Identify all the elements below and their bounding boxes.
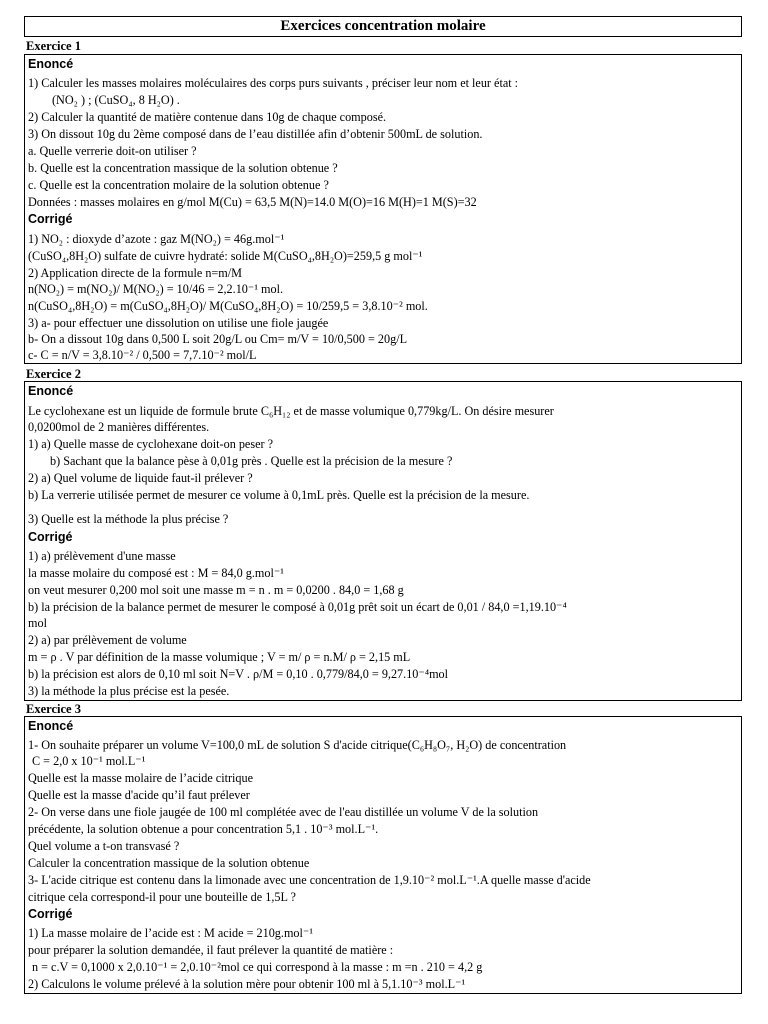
ex1-qc: c. Quelle est la concentration molaire de la solution obtenue ? bbox=[28, 178, 329, 192]
ex3-enonce-heading: Enoncé bbox=[28, 719, 74, 733]
ex2-c1-mass: on veut mesurer 0,200 mol soit une masse m = n . m = 0,0200 . 84,0 = 1,68 g bbox=[28, 583, 404, 597]
ex1-qa: a. Quelle verrerie doit-on utiliser ? bbox=[28, 144, 197, 158]
ex2-c1: 1) a) prélèvement d'une masse bbox=[28, 549, 176, 563]
ex3-corrige-heading: Corrigé bbox=[28, 907, 73, 921]
ex2-c2b: b) la précision est alors de 0,10 ml soit N=V . ρ/M = 0,10 . 0,779/84,0 = 9,27.10⁻⁴mol bbox=[28, 667, 449, 681]
ex1-c3b: b- On a dissout 10g dans 0,500 L soit 20g/L ou Cm= m/V = 10/0,500 = 20g/L bbox=[28, 332, 408, 346]
ex1-c2a: n(NO₂) = m(NO₂)/ M(NO₂) = 10/46 = 2,2.10⁻¹ mol. bbox=[28, 282, 284, 296]
ex1-c3a: 3) a- pour effectuer une dissolution on utilise une fiole jaugée bbox=[28, 316, 329, 330]
ex3-c1-b: pour préparer la solution demandée, il faut prélever la quantité de matière : bbox=[28, 943, 394, 957]
ex2-c1b-unit: mol bbox=[28, 616, 47, 630]
ex3-q1-molar-mass: Quelle est la masse molaire de l’acide citrique bbox=[28, 771, 254, 785]
ex1-enonce-heading: Enoncé bbox=[28, 57, 74, 71]
ex2-intro-2: 0,0200mol de 2 manières différentes. bbox=[28, 420, 210, 434]
ex3-q2: 2- On verse dans une fiole jaugée de 100 ml complétée avec de l'eau distillée un volume V de la solution bbox=[28, 805, 539, 819]
ex2-intro-1: Le cyclohexane est un liquide de formule brute C₆H₁₂ et de masse volumique 0,779kg/L. On désire mesurer bbox=[28, 404, 554, 418]
ex3-q2-d: Calculer la concentration massique de la solution obtenue bbox=[28, 856, 310, 870]
ex2-c3: 3) la méthode la plus précise est la pesée. bbox=[28, 684, 230, 698]
ex3-q3-b: citrique cela correspond-il pour une bouteille de 1,5L ? bbox=[28, 890, 296, 904]
ex2-c2a: m = ρ . V par définition de la masse volumique ; V = m/ ρ = n.M/ ρ = 2,15 mL bbox=[28, 650, 411, 664]
ex3-q1-mass: Quelle est la masse d'acide qu’il faut prélever bbox=[28, 788, 250, 802]
ex3-q2-c: Quel volume a t-on transvasé ? bbox=[28, 839, 180, 853]
ex1-q1: 1) Calculer les masses molaires moléculaires des corps purs suivants , préciser leur nom et leur état : bbox=[28, 76, 519, 90]
ex2-c2: 2) a) par prélèvement de volume bbox=[28, 633, 187, 647]
ex2-q1b: b) Sachant que la balance pèse à 0,01g près . Quelle est la précision de la mesure ? bbox=[50, 454, 453, 468]
exercise-1-label: Exercice 1 bbox=[26, 39, 81, 53]
exercise-3-label: Exercice 3 bbox=[26, 702, 81, 716]
ex2-q3: 3) Quelle est la méthode la plus précise ? bbox=[28, 512, 229, 526]
ex1-c1b: (CuSO₄,8H₂O) sulfate de cuivre hydraté: solide M(CuSO₄,8H₂O)=259,5 g mol⁻¹ bbox=[28, 249, 423, 263]
ex3-q2-b: précédente, la solution obtenue a pour concentration 5,1 . 10⁻³ mol.L⁻¹. bbox=[28, 822, 379, 836]
ex1-qb: b. Quelle est la concentration massique de la solution obtenue ? bbox=[28, 161, 338, 175]
ex2-c1-molar-mass: la masse molaire du composé est : M = 84,0 g.mol⁻¹ bbox=[28, 566, 284, 580]
ex1-c2b: n(CuSO₄,8H₂O) = m(CuSO₄,8H₂O)/ M(CuSO₄,8H₂O) = 10/259,5 = 3,8.10⁻² mol. bbox=[28, 299, 428, 313]
ex3-c1: 1) La masse molaire de l’acide est : M acide = 210g.mol⁻¹ bbox=[28, 926, 313, 940]
ex1-q2: 2) Calculer la quantité de matière contenue dans 10g de chaque composé. bbox=[28, 110, 387, 124]
ex1-c3c: c- C = n/V = 3,8.10⁻² / 0,500 = 7,7.10⁻² mol/L bbox=[28, 348, 257, 362]
ex1-corrige-heading: Corrigé bbox=[28, 212, 73, 226]
ex2-c1b: b) la précision de la balance permet de mesurer le composé à 0,01g prêt soit un écart de 0,01 / 84,0 =1,19.10⁻⁴ bbox=[28, 600, 567, 614]
ex2-q1a: 1) a) Quelle masse de cyclohexane doit-on peser ? bbox=[28, 437, 273, 451]
ex3-c1-c: n = c.V = 0,1000 x 2,0.10⁻¹ = 2,0.10⁻²mol ce qui correspond à la masse : m =n . 210 = 4,2 g bbox=[32, 960, 483, 974]
ex2-enonce-heading: Enoncé bbox=[28, 384, 74, 398]
ex3-q1-concentration: C = 2,0 x 10⁻¹ mol.L⁻¹ bbox=[32, 754, 146, 768]
ex3-q1: 1- On souhaite préparer un volume V=100,0 mL de solution S d'acide citrique(C₆H₈O₇, H₂O) de concentration bbox=[28, 738, 567, 752]
ex3-q3: 3- L'acide citrique est contenu dans la limonade avec une concentration de 1,9.10⁻² mol.L⁻¹.A quelle masse d'acide bbox=[28, 873, 591, 887]
ex1-q3: 3) On dissout 10g du 2ème composé dans de l’eau distillée afin d’obtenir 500mL de solution. bbox=[28, 127, 483, 141]
ex1-donnees: Données : masses molaires en g/mol M(Cu) = 63,5 M(N)=14.0 M(O)=16 M(H)=1 M(S)=32 bbox=[28, 195, 477, 209]
exercise-2-label: Exercice 2 bbox=[26, 367, 81, 381]
ex3-c2: 2) Calculons le volume prélevé à la solution mère pour obtenir 100 ml à 5,1.10⁻³ mol.L⁻¹ bbox=[28, 977, 466, 991]
ex1-q1-compounds: (NO₂ ) ; (CuSO₄, 8 H₂O) . bbox=[52, 93, 180, 107]
ex1-c2: 2) Application directe de la formule n=m/M bbox=[28, 266, 243, 280]
ex2-q2b: b) La verrerie utilisée permet de mesurer ce volume à 0,1mL près. Quelle est la précision de la mesure. bbox=[28, 488, 530, 502]
ex2-corrige-heading: Corrigé bbox=[28, 530, 73, 544]
ex1-c1a: 1) NO₂ : dioxyde d’azote : gaz M(NO₂) = 46g.mol⁻¹ bbox=[28, 232, 285, 246]
ex2-q2a: 2) a) Quel volume de liquide faut-il prélever ? bbox=[28, 471, 253, 485]
page-title: Exercices concentration molaire bbox=[280, 18, 486, 34]
